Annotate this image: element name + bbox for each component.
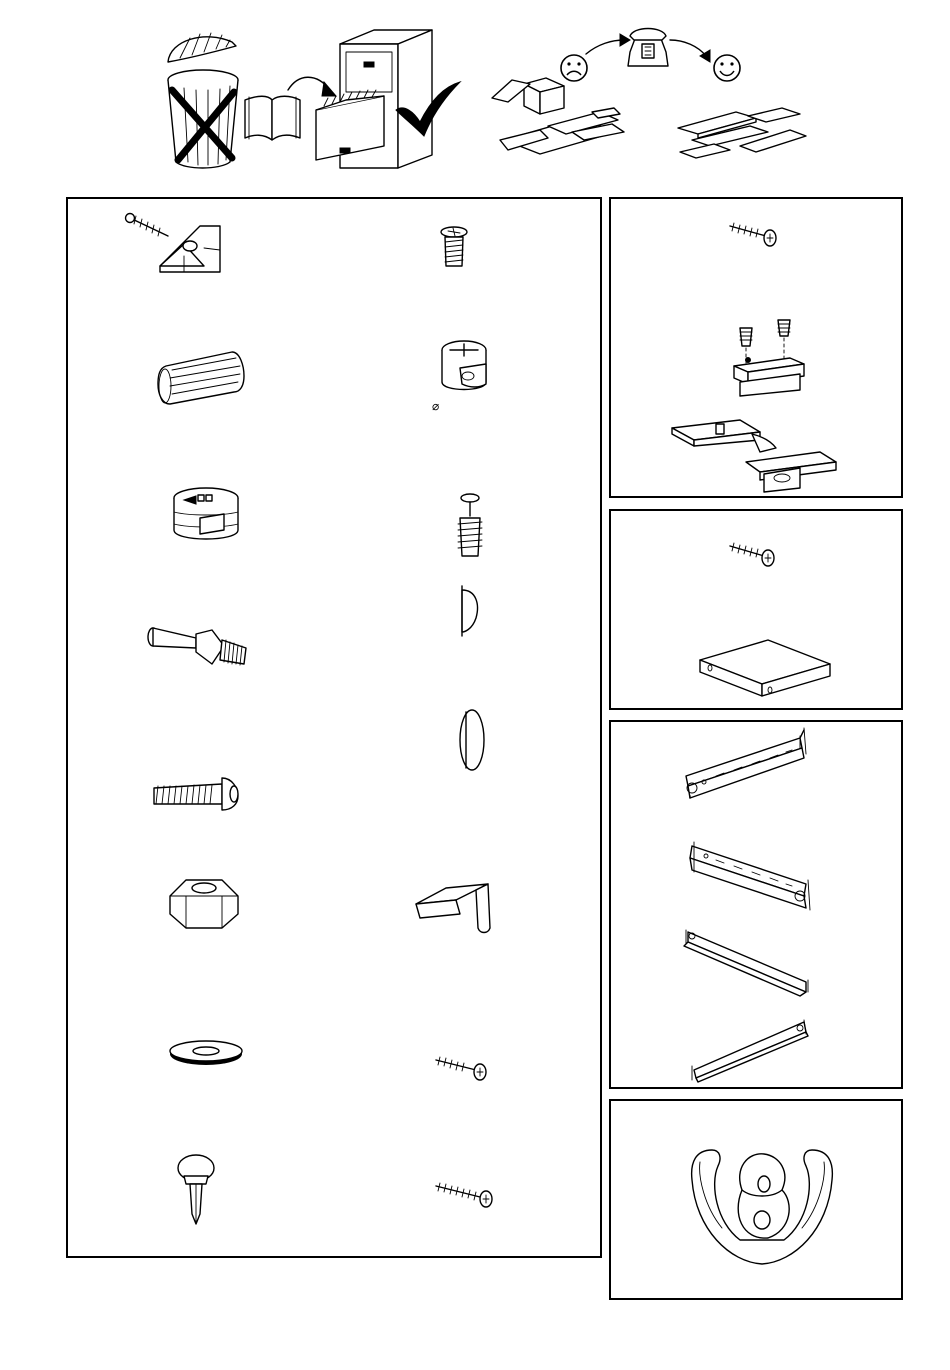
double-hook-icon [692, 1150, 833, 1264]
cam-housing-label: ⌀ [432, 399, 440, 413]
